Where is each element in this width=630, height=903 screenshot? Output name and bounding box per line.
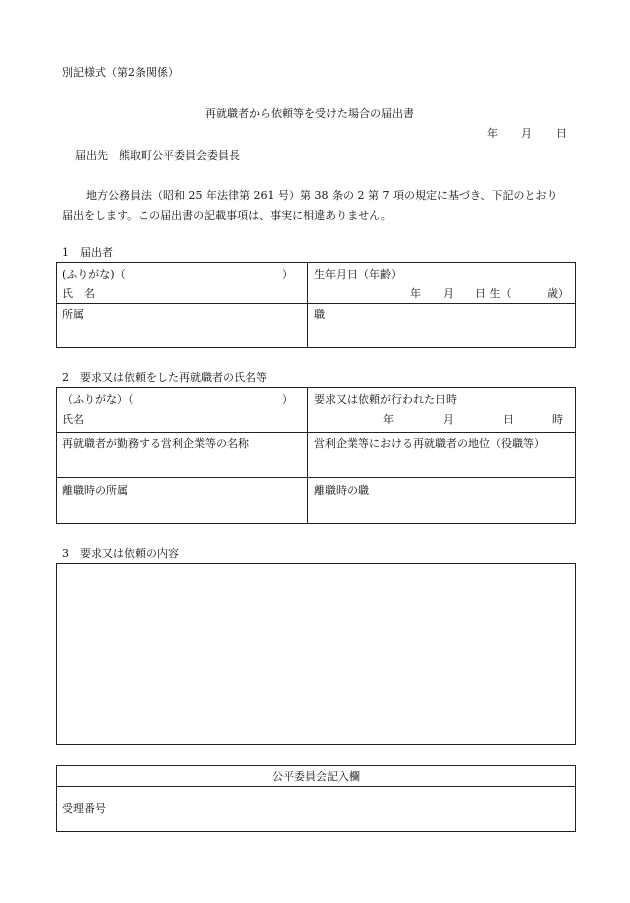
request-date-month: 月 (443, 413, 454, 426)
reemployee-furigana-label: （ふりがな）（ (62, 393, 134, 406)
statement-line-2: 届出をします。この届出書の記載事項は、事実に相違ありません。 (62, 209, 392, 222)
company-position-label: 営利企業等における再就職者の地位（役職等） (314, 437, 545, 450)
date-month: 月 (521, 127, 532, 140)
birth-day-open: 日 生（ (475, 287, 512, 300)
birth-age: 歳） (547, 287, 569, 300)
date-year: 年 (487, 127, 498, 140)
divider (307, 388, 308, 523)
position-label: 職 (314, 308, 325, 321)
request-date-year: 年 (383, 413, 394, 426)
birth-label: 生年月日（年齢） (314, 268, 402, 281)
company-label: 再就職者が勤務する営利企業等の名称 (62, 437, 249, 450)
page-title: 再就職者から依頼等を受けた場合の届出書 (205, 107, 414, 120)
divider (57, 477, 575, 478)
section3-heading: 3 要求又は依頼の内容 (62, 547, 179, 560)
recipient: 届出先 熊取町公平委員会委員長 (75, 149, 240, 162)
applicant-furigana-label: (ふりがな)（ (62, 268, 126, 281)
reemployee-table (56, 387, 576, 524)
request-date-hour: 時 (552, 413, 563, 426)
former-affiliation-label: 離職時の所属 (62, 484, 128, 497)
affiliation-label: 所属 (62, 308, 84, 321)
applicant-table (56, 262, 576, 348)
committee-box (56, 765, 576, 832)
divider (57, 432, 575, 433)
request-date-day: 日 (503, 413, 514, 426)
request-date-label: 要求又は依頼が行われた日時 (314, 393, 457, 406)
reemployee-furigana-close: ） (282, 393, 293, 406)
applicant-furigana-close: ） (282, 268, 293, 281)
section1-heading: 1 届出者 (62, 246, 113, 259)
committee-header: 公平委員会記入欄 (272, 770, 360, 783)
divider (57, 303, 575, 304)
statement-line-1: 地方公務員法（昭和 25 年法律第 261 号）第 38 条の 2 第 7 項の規定に基づき、下記のとおり (86, 189, 558, 202)
section2-heading: 2 要求又は依頼をした再就職者の氏名等 (62, 371, 267, 384)
receipt-number-label: 受理番号 (62, 802, 106, 815)
former-position-label: 離職時の職 (314, 484, 369, 497)
request-content-box (56, 563, 576, 745)
birth-month: 月 (443, 287, 454, 300)
date-day: 日 (556, 127, 567, 140)
applicant-name-label: 氏 名 (62, 287, 95, 300)
divider (57, 786, 575, 787)
form-label: 別記様式（第2条関係） (62, 66, 179, 79)
divider (307, 263, 308, 347)
reemployee-name-label: 氏名 (62, 413, 84, 426)
birth-year: 年 (410, 287, 421, 300)
